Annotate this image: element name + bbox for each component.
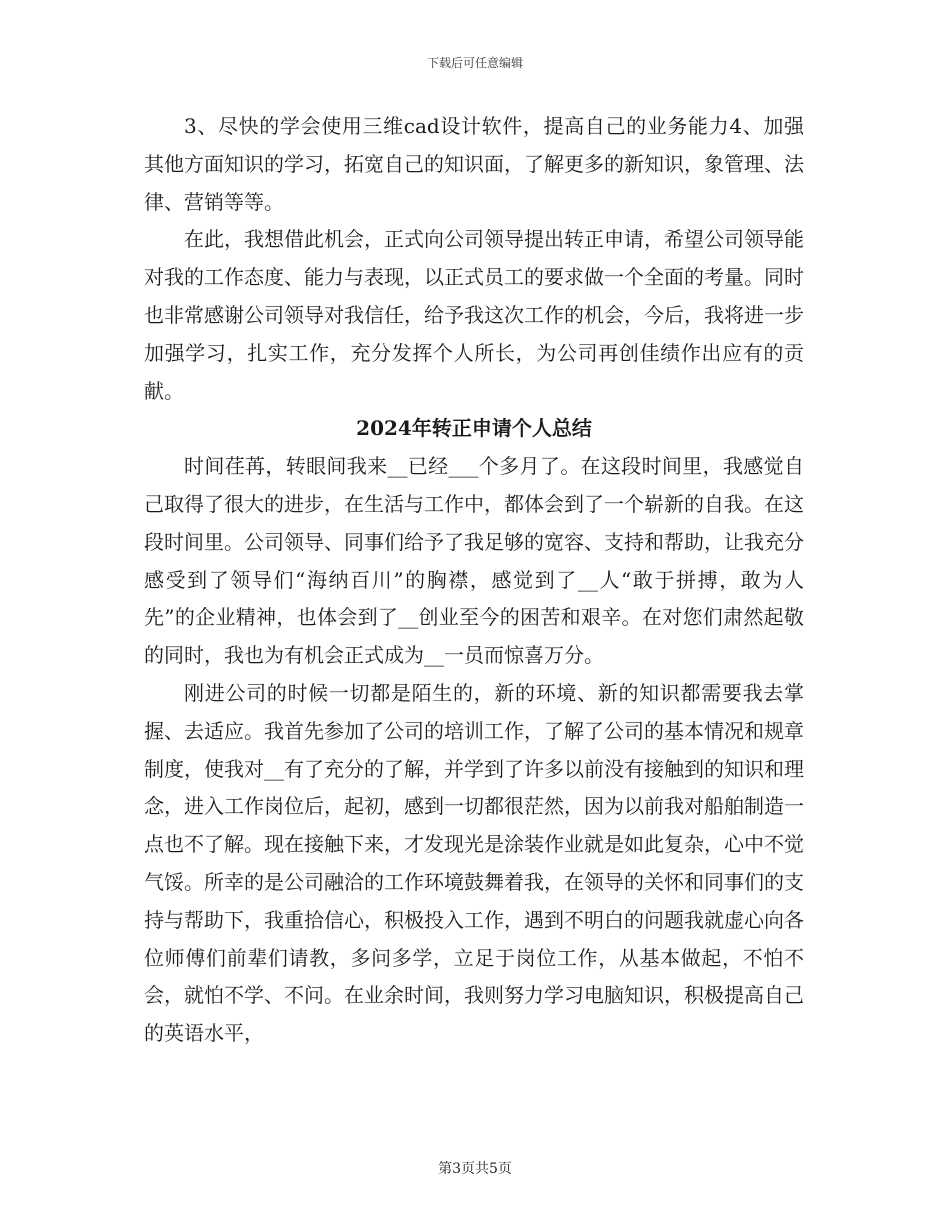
paragraph: 在此，我想借此机会，正式向公司领导提出转正申请，希望公司领导能对我的工作态度、能力与表现，以正式员工的要求做一个全面的考量。同时也非常感谢公司领导对我信任，给予我这次工作的机会，今后，我将进一步加强学习，扎实工作，充分发挥个人所长，为公司再创佳绩作出应有的贡献。 xyxy=(144,227,804,403)
page-header: 下载后可任意编辑 xyxy=(426,56,523,70)
paragraph: 3、尽快的学会使用三维cad设计软件，提高自己的业务能力4、加强其他方面知识的学习，拓宽自己的知识面，了解更多的新知识，象管理、法律、营销等等。 xyxy=(144,114,804,214)
section-title: 2024年转正申请个人总结 xyxy=(356,416,592,441)
paragraph: 刚进公司的时候一切都是陌生的，新的环境、新的知识都需要我去掌握、去适应。我首先参加了公司的培训工作，了解了公司的基本情况和规章制度，使我对__有了充分的了解，并学到了许多以前没有接触到的知识和理念，进入工作岗位后，起初，感到一切都很茫然，因为以前我对船舶制造一点也不了解。现在接触下来，才发现光是涂装作业就是如此复杂，心中不觉气馁。所幸的是公司融洽的工作环境鼓舞着我，在领导的关怀和同事们的支持与帮助下，我重拾信心，积极投入工作，遇到不明白的问题我就虚心向各位师傅们前辈们请教，多问多学，立足于岗位工作，从基本做起，不怕不会，就怕不学、不问。在业余时间，我则努力学习电脑知识，积极提高自己的英语水平， xyxy=(144,680,804,1046)
document-body xyxy=(144,108,804,1053)
paragraph: 时间荏苒，转眼间我来__已经___个多月了。在这段时间里，我感觉自己取得了很大的进步，在生活与工作中，都体会到了一个崭新的自我。在这段时间里。公司领导、同事们给予了我足够的宽容、支持和帮助，让我充分感受到了领导们“海纳百川”的胸襟，感觉到了__人“敢于拼搏，敢为人先”的企业精神，也体会到了__创业至今的困苦和艰辛。在对您们肃然起敬的同时，我也为有机会正式成为__一员而惊喜万分。 xyxy=(144,454,804,668)
page-footer: 第3页共5页 xyxy=(438,1161,512,1177)
